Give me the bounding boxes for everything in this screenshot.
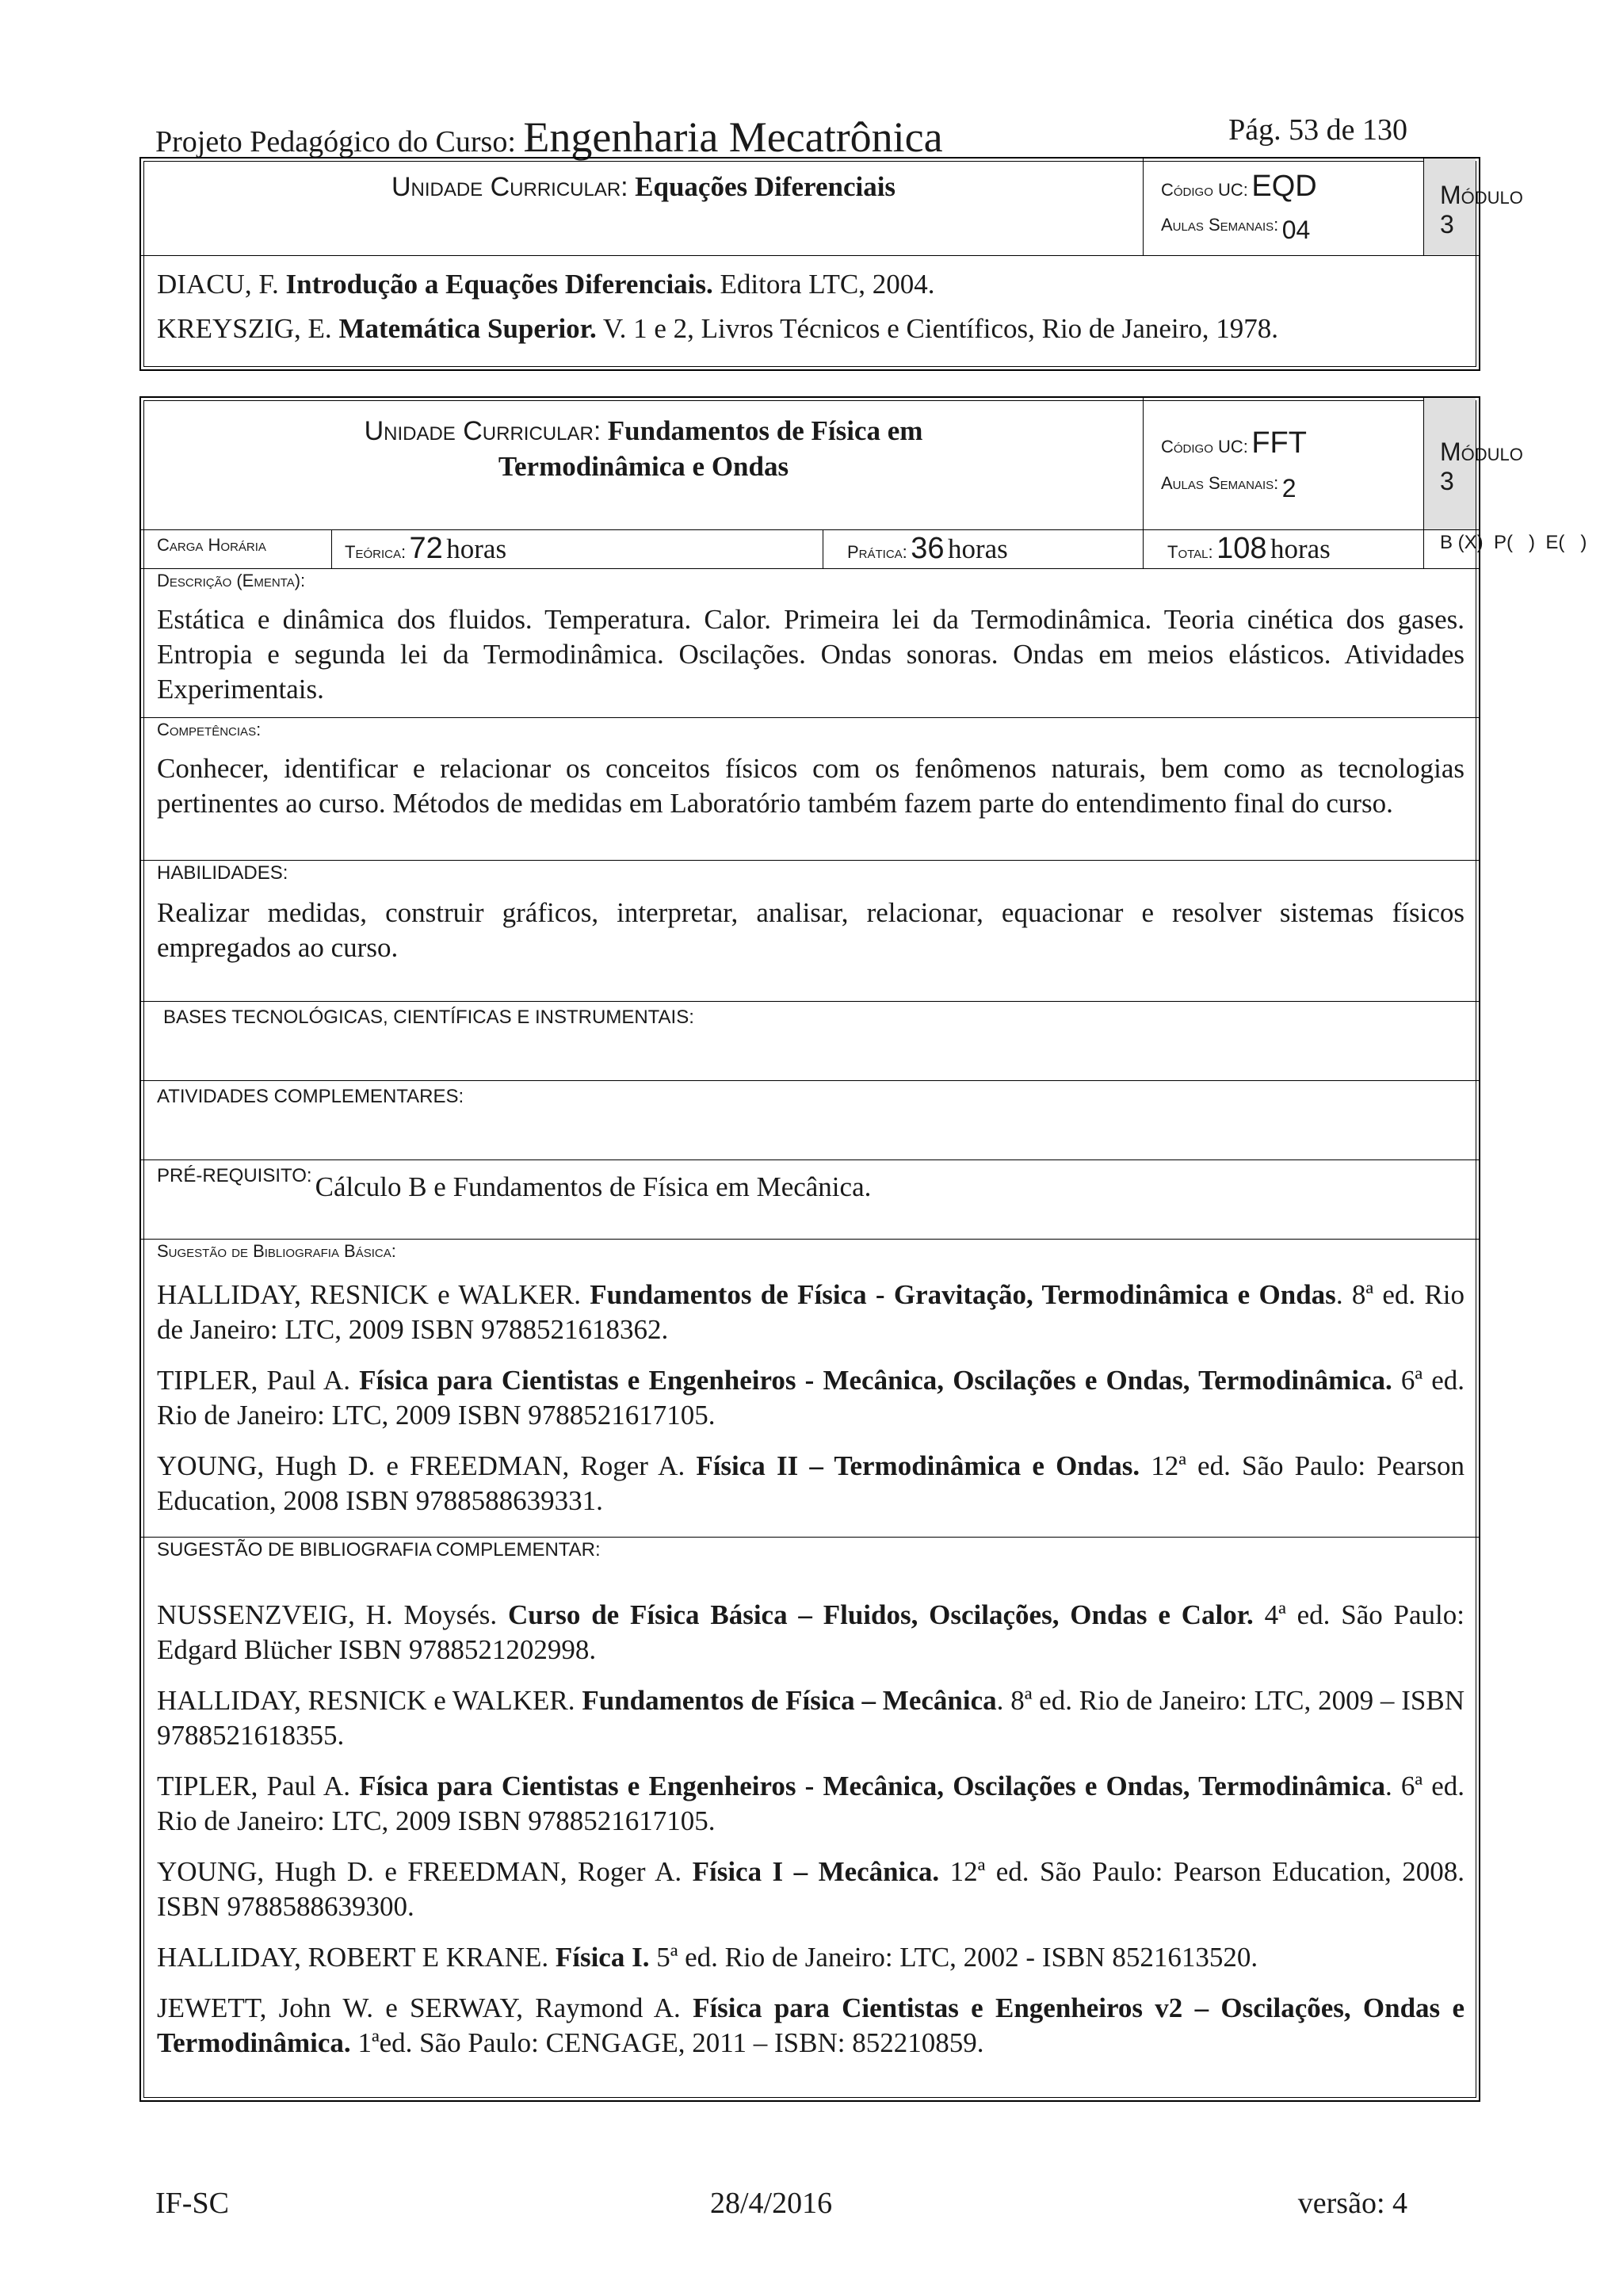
atividades-section	[141, 1081, 1479, 1160]
bib-author: HALLIDAY, ROBERT E KRANE.	[157, 1942, 556, 1973]
habilidades-section	[141, 861, 1479, 1002]
bib-author: YOUNG, Hugh D. e FREEDMAN, Roger A.	[157, 1450, 697, 1481]
bib-entry	[157, 1991, 1465, 2061]
uc-fft-aulas: 2	[1281, 474, 1296, 502]
competencias-label: Competências:	[157, 720, 262, 739]
uc-eqd-code-cell	[1143, 159, 1423, 255]
bib-details: 12ª ed. São Paulo: Pearson Education, 2008 ISBN 9788588639331.	[157, 1450, 1465, 1516]
uc-eqd-modulo-cell	[1423, 159, 1523, 255]
bib-entry	[157, 311, 1463, 346]
bib-entry	[157, 1683, 1465, 1753]
uc-eqd-name: Equações Diferenciais	[635, 171, 896, 202]
bib-entry	[157, 267, 1463, 302]
uc-fft-name-line1: Fundamentos de Física em	[607, 415, 923, 446]
habilidades-text: Realizar medidas, construir gráficos, interpretar, analisar, relacionar, equacionar e resolver sistemas físicos empregados ao curso.	[157, 897, 1465, 963]
document-version: versão: 4	[1297, 2187, 1407, 2220]
bib-title: Física II – Termodinâmica e Ondas.	[696, 1450, 1140, 1481]
bib-complementar-label: SUGESTÃO DE BIBLIOGRAFIA COMPLEMENTAR:	[157, 1539, 601, 1561]
bib-author: NUSSENZVEIG, H. Moysés.	[157, 1599, 508, 1630]
competencias-text: Conhecer, identificar e relacionar os conceitos físicos com os fenômenos naturais, bem como as tecnologias pertinentes ao curso. Métodos de medidas em Laboratório também fazem parte do entendimento final do curso.	[157, 753, 1465, 819]
pratica-value: 36	[911, 532, 945, 565]
bib-author: YOUNG, Hugh D. e FREEDMAN, Roger A.	[157, 1856, 693, 1887]
course-prefix: Projeto Pedagógico do Curso:	[155, 125, 516, 159]
horas-unit: horas	[446, 533, 507, 564]
uc-label: Unidade Curricular:	[391, 172, 628, 202]
bib-entry	[157, 1598, 1465, 1668]
bib-entry	[157, 1449, 1465, 1519]
bib-details: . 6ª ed. Rio de Janeiro: LTC, 2009 ISBN 9788521617105.	[157, 1771, 1465, 1836]
prerequisito-section	[141, 1160, 1479, 1240]
bib-title: Física para Cientistas e Engenheiros v2 – Oscilações, Ondas e Termodinâmica.	[157, 1992, 1465, 2058]
bib-title: Matemática Superior.	[338, 313, 597, 344]
bib-entry	[157, 1940, 1465, 1975]
bib-author: TIPLER, Paul A.	[157, 1365, 360, 1396]
uc-fft-code-cell	[1143, 398, 1423, 529]
code-label: Código UC:	[1161, 180, 1248, 200]
bib-author: HALLIDAY, RESNICK e WALKER.	[157, 1685, 582, 1716]
bib-author: KREYSZIG, E.	[157, 313, 339, 344]
bib-details: . 8ª ed. Rio de Janeiro: LTC, 2009 – ISBN 9788521618355.	[157, 1685, 1465, 1751]
teorica-value: 72	[409, 532, 443, 565]
uc-fft-code: FFT	[1251, 426, 1307, 460]
ementa-label: Descrição (Ementa):	[157, 571, 306, 590]
bib-author: HALLIDAY, RESNICK e WALKER.	[157, 1279, 590, 1310]
pratica-label: Prática:	[847, 542, 907, 562]
uc-label: Unidade Curricular:	[364, 416, 601, 446]
horas-unit: horas	[1270, 533, 1331, 564]
aulas-label: Aulas Semanais:	[1161, 215, 1279, 235]
uc-fft-title-cell	[144, 398, 1143, 529]
total-cell	[1143, 530, 1423, 568]
bib-details: 1ªed. São Paulo: CENGAGE, 2011 – ISBN: 852210859.	[350, 2027, 984, 2058]
bib-basica-label: Sugestão de Bibliografia Básica:	[157, 1241, 396, 1261]
ementa-text: Estática e dinâmica dos fluidos. Temperatura. Calor. Primeira lei da Termodinâmica. Teoria cinética dos gases. Entropia e segunda lei da Termodinâmica. Oscilações. Ondas sonoras. Ondas em meios elásticos. Atividades Experimentais.	[157, 604, 1465, 705]
page-number: Pág. 53 de 130	[1228, 113, 1407, 147]
atividades-label: ATIVIDADES COMPLEMENTARES:	[157, 1086, 464, 1107]
carga-horaria-cell	[144, 530, 331, 568]
prerequisito-text: Cálculo B e Fundamentos de Física em Mecânica.	[315, 1171, 872, 1202]
bib-title: Física para Cientistas e Engenheiros - Mecânica, Oscilações e Ondas, Termodinâmica	[359, 1771, 1385, 1801]
uc-fft-modulo: Módulo 3	[1440, 437, 1523, 495]
bib-details: . 8ª ed. Rio de Janeiro: LTC, 2009 ISBN 9788521618362.	[157, 1279, 1465, 1345]
bib-author: JEWETT, John W. e SERWAY, Raymond A.	[157, 1992, 693, 2023]
bib-basica-section	[141, 1240, 1479, 1538]
bib-entry	[157, 1363, 1465, 1433]
bib-complementar-section	[141, 1538, 1479, 2061]
teorica-cell	[331, 530, 823, 568]
competencias-section	[141, 718, 1479, 861]
habilidades-label: HABILIDADES:	[157, 862, 288, 884]
uc-eqd-modulo: Módulo 3	[1440, 181, 1523, 239]
total-value: 108	[1216, 532, 1267, 565]
carga-horaria-label: Carga Horária	[157, 535, 266, 555]
bib-title: Fundamentos de Física – Mecânica	[582, 1685, 997, 1716]
ementa-section	[141, 569, 1479, 718]
bib-title: Física para Cientistas e Engenheiros - Mecânica, Oscilações e Ondas, Termodinâmica.	[359, 1365, 1392, 1396]
bib-author: TIPLER, Paul A.	[157, 1771, 360, 1801]
teorica-label: Teórica:	[345, 542, 407, 562]
bib-title: Física I.	[555, 1942, 650, 1973]
bib-title: Física I – Mecânica.	[692, 1856, 940, 1887]
uc-fft-name-line2: Termodinâmica e Ondas	[498, 451, 789, 482]
document-date: 28/4/2016	[710, 2187, 833, 2220]
bpe-marks: B (X) P( ) E( )	[1440, 532, 1587, 553]
horas-unit: horas	[947, 533, 1008, 564]
uc-eqd-bibliography	[141, 256, 1479, 346]
uc-fft-table	[139, 396, 1587, 2102]
course-name: Engenharia Mecatrônica	[523, 113, 943, 161]
bib-author: DIACU, F.	[157, 269, 286, 300]
bib-title: Fundamentos de Física - Gravitação, Termodinâmica e Ondas	[590, 1279, 1336, 1310]
pratica-cell	[823, 530, 1143, 568]
uc-eqd-header-row	[141, 159, 1523, 256]
course-heading	[155, 113, 943, 162]
bib-entry	[157, 1278, 1465, 1347]
uc-eqd-code: EQD	[1251, 170, 1317, 203]
uc-fft-modulo-cell	[1423, 398, 1523, 529]
bib-title: Introdução a Equações Diferenciais.	[285, 269, 713, 300]
bib-details: Editora LTC, 2004.	[712, 269, 935, 300]
bib-details: 4ª ed. São Paulo: Edgard Blücher ISBN 9788521202998.	[157, 1599, 1465, 1665]
bib-title: Curso de Física Básica – Fluidos, Oscilações, Ondas e Calor.	[508, 1599, 1254, 1630]
bpe-cell	[1423, 530, 1587, 568]
uc-eqd-title-cell	[144, 159, 1143, 255]
code-label: Código UC:	[1161, 437, 1248, 457]
bib-details: 12ª ed. São Paulo: Pearson Education, 2008. ISBN 9788588639300.	[157, 1856, 1465, 1922]
bib-entry	[157, 1769, 1465, 1839]
bases-section	[141, 1002, 1479, 1081]
prerequisito-label: PRÉ-REQUISITO:	[157, 1165, 312, 1186]
uc-eqd-table	[139, 157, 1523, 371]
bib-details: 6ª ed. Rio de Janeiro: LTC, 2009 ISBN 9788521617105.	[157, 1365, 1465, 1431]
carga-horaria-row	[141, 530, 1587, 569]
bib-details: V. 1 e 2, Livros Técnicos e Científicos, Rio de Janeiro, 1978.	[596, 313, 1279, 344]
total-label: Total:	[1167, 542, 1213, 562]
bib-details: 5ª ed. Rio de Janeiro: LTC, 2002 - ISBN 8521613520.	[649, 1942, 1258, 1973]
bases-label: BASES TECNOLÓGICAS, CIENTÍFICAS E INSTRUMENTAIS:	[163, 1007, 694, 1028]
uc-eqd-aulas: 04	[1281, 216, 1311, 244]
bib-entry	[157, 1855, 1465, 1924]
aulas-label: Aulas Semanais:	[1161, 473, 1279, 493]
institution: IF-SC	[155, 2187, 229, 2220]
page-header	[155, 101, 1407, 161]
uc-fft-header-row	[141, 398, 1523, 530]
